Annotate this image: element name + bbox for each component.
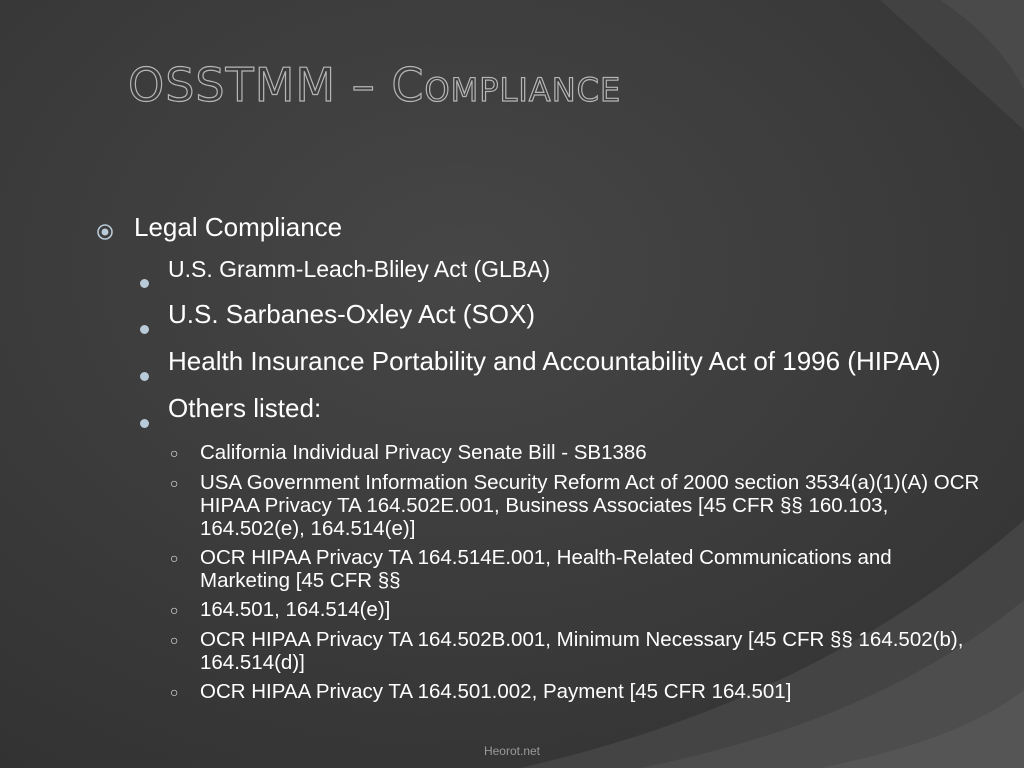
dot-bullet-icon — [136, 255, 168, 294]
dot-bullet-icon — [136, 346, 168, 388]
dot-bullet-icon — [136, 299, 168, 341]
list-item-others — [136, 393, 986, 435]
sub-list-item — [170, 441, 986, 465]
sub-list-item — [170, 628, 986, 674]
sub-list-item — [170, 546, 986, 592]
list-item-glba — [136, 255, 986, 294]
slide-body — [96, 212, 986, 704]
list-item-text: OCR HIPAA Privacy TA 164.501.002, Payment [45 CFR 164.501] — [200, 680, 792, 703]
list-item-sox — [136, 299, 986, 341]
list-item-text: OCR HIPAA Privacy TA 164.502B.001, Minimum Necessary [45 CFR §§ 164.502(b), 164.514(d)] — [200, 628, 964, 674]
list-item-text: Legal Compliance — [134, 212, 343, 242]
list-item-text: Others listed: — [168, 393, 322, 423]
sub-list-item — [170, 680, 986, 704]
list-item-text: California Individual Privacy Senate Bill - SB1386 — [200, 441, 647, 464]
list-item-legal-compliance — [96, 212, 986, 248]
dot-bullet-icon — [136, 393, 168, 435]
list-item-text: 164.501, 164.514(e)] — [200, 598, 391, 621]
hollow-circle-bullet-icon: ○ — [170, 475, 179, 491]
hollow-circle-bullet-icon: ○ — [170, 602, 179, 618]
hollow-circle-bullet-icon: ○ — [170, 632, 179, 648]
hollow-circle-bullet-icon: ○ — [170, 550, 179, 566]
hollow-circle-bullet-icon: ○ — [170, 445, 179, 461]
sub-list-item — [170, 598, 986, 622]
list-item-text: OCR HIPAA Privacy TA 164.514E.001, Health-Related Communications and Marketing [45 CFR §§ — [200, 546, 892, 592]
hollow-circle-bullet-icon: ○ — [170, 684, 179, 700]
slide-title: OSSTMM – Compliance — [128, 58, 622, 112]
list-item-text: U.S. Sarbanes-Oxley Act (SOX) — [168, 299, 536, 329]
list-item-text: USA Government Information Security Reform Act of 2000 section 3534(a)(1)(A) OCR HIPAA Privacy TA 164.502E.001, Business Associates [45 CFR §§ 160.103, 164.502(e), 164.514(e)] — [200, 471, 980, 540]
footer-credit: Heorot.net — [483, 744, 541, 758]
list-item-text: U.S. Gramm-Leach-Bliley Act (GLBA) — [168, 256, 551, 282]
list-item-hipaa — [136, 346, 986, 388]
list-item-text: Health Insurance Portability and Accountability Act of 1996 (HIPAA) — [168, 346, 941, 376]
circle-dot-bullet-icon — [96, 212, 134, 248]
sub-list-item — [170, 471, 986, 540]
